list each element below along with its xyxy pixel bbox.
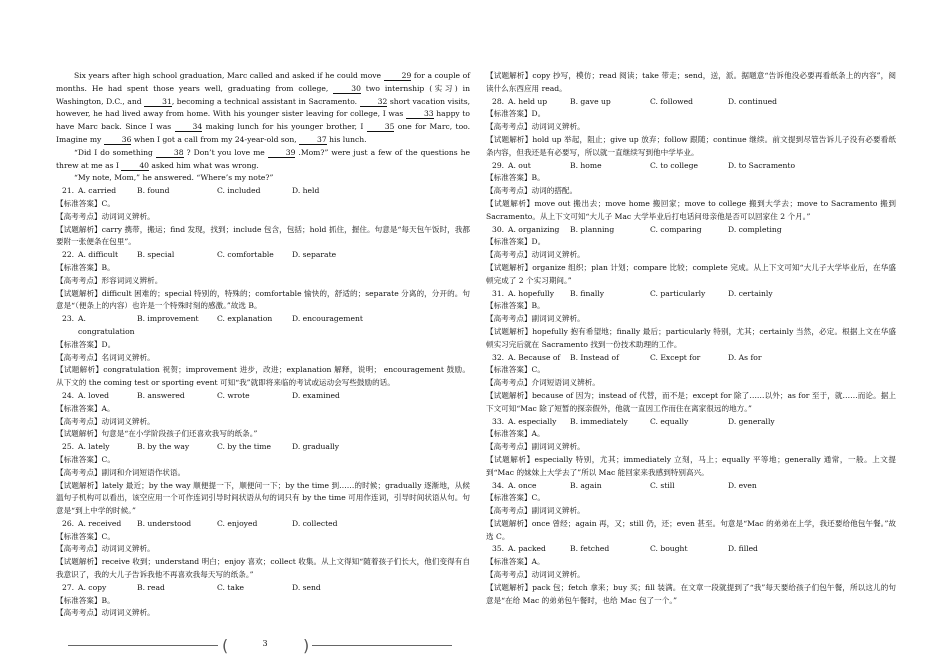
- passage-text: .Mom?” were just a few of the questions he threw at me as I: [56, 147, 470, 170]
- question-analysis: 【试题解析】lately 最近；by the way 顺便提一下，顺便问一下；by the time 到……的时候；gradually 逐渐地，从候温句子机构可以看出，该空应用一个可作连词引导时间状语从句的词只有 by the time 可用作连词，引导时间状语从句。句意是“到上中学的时候。”: [56, 480, 470, 516]
- question-answer: 【标准答案】D。: [486, 237, 546, 247]
- option-d: D. encouragement: [292, 314, 363, 324]
- blank-32: 32: [360, 97, 388, 107]
- question-number: 26.: [62, 518, 75, 528]
- option-a: A. copy: [78, 582, 107, 592]
- left-question-list: [56, 185, 470, 620]
- option-b: B. immediately: [570, 416, 628, 426]
- page-number: 3: [262, 639, 268, 648]
- passage-text: one for Marc, too. Imagine my: [56, 122, 470, 144]
- question-number: 24.: [62, 390, 75, 400]
- question-answer: 【标准答案】A。: [486, 429, 545, 439]
- question-options: [56, 249, 470, 262]
- question-number: 34.: [492, 480, 505, 490]
- option-a: A. hopefully: [508, 288, 554, 298]
- option-b: B. again: [570, 480, 602, 490]
- question-analysis: 【试题解析】because of 因为；instead of 代替，而不是；except for 除了……以外；as for 至于，就……而论。据上下文可知“Mac 除了短暂的探亲假外，他就一直因工作而住在离家很远的地方。”: [486, 390, 896, 413]
- option-d: D. filled: [728, 544, 758, 554]
- question-point: 【高考考点】副词词义辨析。: [486, 442, 585, 452]
- passage-paragraph-1: [56, 70, 470, 147]
- option-d: D. certainly: [728, 288, 773, 298]
- question-number: 30.: [492, 224, 505, 234]
- option-b: B. finally: [570, 288, 605, 298]
- passage-paragraph-3: “My note, Mom,” he answered. “Where’s my note?”: [74, 173, 274, 183]
- passage-text: his lunch.: [326, 134, 367, 144]
- question-analysis: 【试题解析】move out 搬出去；move home 搬回家；move to college 搬到大学去；move to Sacramento 搬到 Sacramento。从上下文可知“大儿子 Mac 大学毕业后打电话问母亲他是否可以回家住 2 个月。”: [486, 198, 896, 221]
- option-c: C. enjoyed: [217, 518, 258, 528]
- option-d: D. gradually: [292, 442, 340, 452]
- question-analysis: 【试题解析】receive 收到；understand 明白；enjoy 喜欢；collect 收集。从上文得知“随着孩子们长大，他们变得有自我意识了，我的大儿子告诉我他不再喜欢我每天写的纸条。”: [56, 557, 470, 580]
- question-number: 33.: [492, 416, 505, 426]
- passage-text: asked him what was wrong.: [149, 160, 259, 170]
- analysis-27: 【试题解析】copy 抄写，模仿；read 阅读；take 带走；send，送，派。据题意“告诉他没必要再看纸条上的内容”，阅读什么东西应用 read。: [486, 71, 896, 93]
- question-answer: 【标准答案】C。: [56, 454, 115, 464]
- question-number: 22.: [62, 250, 75, 260]
- blank-33: 33: [406, 109, 434, 119]
- question-answer: 【标准答案】C。: [486, 493, 545, 503]
- question-options: [486, 416, 896, 429]
- option-d: D. to Sacramento: [728, 160, 796, 170]
- question-answer: 【标准答案】B。: [486, 301, 545, 311]
- option-d: D. continued: [728, 96, 777, 106]
- option-d: D. held: [292, 186, 320, 196]
- right-question-list: [486, 96, 896, 608]
- passage-text: , becoming a technical assistant in Sacramento.: [171, 96, 360, 106]
- question-answer: 【标准答案】C。: [486, 365, 545, 375]
- blank-37: 37: [299, 135, 327, 145]
- question-options: [486, 160, 896, 173]
- question-answer: 【标准答案】B。: [56, 595, 115, 605]
- question-options: [486, 288, 896, 301]
- option-d: D. As for: [728, 352, 762, 362]
- option-b: B. by the way: [137, 442, 190, 452]
- option-b: B. planning: [570, 224, 615, 234]
- question-point: 【高考考点】介词短语词义辨析。: [486, 378, 600, 388]
- question-point: 【高考考点】副词词义辨析。: [486, 314, 585, 324]
- option-a: A. carried: [78, 186, 117, 196]
- option-a: A. held up: [508, 96, 548, 106]
- question-point: 【高考考点】形容词词义辨析。: [56, 275, 163, 285]
- option-d: D. even: [728, 480, 757, 490]
- option-a: A. especially: [508, 416, 557, 426]
- question-number: 28.: [492, 96, 505, 106]
- option-a: A. difficult: [78, 250, 119, 260]
- blank-31: 31: [144, 97, 172, 107]
- question-number: 35.: [492, 544, 505, 554]
- blank-35: 35: [367, 122, 395, 132]
- footer-bracket-right: ): [303, 636, 310, 655]
- option-d: D. generally: [728, 416, 775, 426]
- option-c: C. equally: [650, 416, 689, 426]
- option-c: C. wrote: [217, 390, 250, 400]
- question-point: 【高考考点】动词词义辨析。: [486, 570, 585, 580]
- question-options: [56, 518, 470, 531]
- option-b: B. answered: [137, 390, 185, 400]
- question-analysis: 【试题解析】carry 携带，搬运；find 发现，找到；include 包含，包括；hold 抓住，握住。句意是“每天包午饭时，我都要附一张便条在包里”。: [56, 224, 470, 247]
- question-point: 【高考考点】副词和介词短语作状语。: [56, 467, 186, 477]
- question-analysis: 【试题解析】difficult 困难的；special 特别的，特殊的；comfortable 愉快的，舒适的；separate 分离的，分开的。句意是“（便条上的内容）也许是一个特殊时刻的感激。”故选 B。: [56, 288, 470, 311]
- option-d: D. examined: [292, 390, 340, 400]
- question-answer: 【标准答案】A。: [486, 557, 545, 567]
- option-b: B. found: [137, 186, 170, 196]
- question-number: 25.: [62, 442, 75, 452]
- passage-text: Six years after high school graduation, Marc called and asked if he could move: [74, 71, 384, 80]
- option-b: B. Instead of: [570, 352, 619, 362]
- blank-40: 40: [121, 161, 149, 171]
- option-a: A. organizing: [508, 224, 560, 234]
- option-c: C. bought: [650, 544, 688, 554]
- question-answer: 【标准答案】C。: [56, 198, 115, 208]
- question-point: 【高考考点】动词词义辨析。: [56, 544, 155, 554]
- option-d: D. separate: [292, 250, 337, 260]
- question-answer: 【标准答案】D。: [56, 339, 116, 349]
- option-b: B. improvement: [137, 314, 199, 324]
- option-a: A. received: [78, 518, 122, 528]
- option-a: A. loved: [78, 390, 109, 400]
- question-answer: 【标准答案】B。: [486, 173, 545, 183]
- option-a: A. congratulation: [78, 314, 135, 336]
- option-c: C. by the time: [217, 442, 271, 452]
- question-number: 21.: [62, 186, 75, 196]
- option-c: C. still: [650, 480, 675, 490]
- question-point: 【高考考点】动词词义辨析。: [56, 211, 155, 221]
- question-analysis: 【试题解析】organize 组织；plan 计划；compare 比较；complete 完成。从上下文可知“大儿子大学毕业后，在华盛顿完成了 2 个实习期间。”: [486, 262, 896, 285]
- question-analysis: 【试题解析】句意是“在小学阶段孩子们还喜欢我写的纸条。”: [56, 429, 258, 439]
- question-analysis: 【试题解析】hopefully 抱有希望地；finally 最后；particularly 特别，尤其；certainly 当然，必定。根据上文在华盛顿实习完后就在 Sacramento 找到一份技术助理的工作。: [486, 326, 896, 349]
- option-c: C. included: [217, 186, 261, 196]
- option-c: C. comparing: [650, 224, 702, 234]
- passage-text: for a couple of months. He had spent those years well, graduating from college,: [56, 71, 471, 93]
- question-answer: 【标准答案】D。: [486, 109, 546, 119]
- option-c: C. to college: [650, 160, 698, 170]
- option-d: D. send: [292, 582, 321, 592]
- question-answer: 【标准答案】C。: [56, 531, 115, 541]
- option-b: B. fetched: [570, 544, 610, 554]
- option-a: A. lately: [78, 442, 110, 452]
- option-a: A. Because of: [508, 352, 561, 362]
- option-b: B. special: [137, 250, 175, 260]
- question-number: 32.: [492, 352, 505, 362]
- question-point: 【高考考点】副词词义辨析。: [486, 506, 585, 516]
- blank-39: 39: [268, 148, 296, 158]
- passage-text: happy to have Marc back. Since I was: [56, 109, 471, 132]
- option-b: B. home: [570, 160, 602, 170]
- blank-36: 36: [104, 135, 132, 145]
- option-d: D. collected: [292, 518, 338, 528]
- option-c: C. comfortable: [217, 250, 274, 260]
- option-c: C. take: [217, 582, 245, 592]
- option-d: D. completing: [728, 224, 782, 234]
- question-analysis: 【试题解析】pack 包；fetch 拿来；buy 买；fill 装满。在文章一段就提到了“我”每天要给孩子们包午餐，所以这儿的句意是“在给 Mac 的弟弟包午餐时，也给 Mac 包了一个。”: [486, 582, 896, 605]
- blank-34: 34: [175, 122, 203, 132]
- question-options: [486, 224, 896, 237]
- option-b: B. gave up: [570, 96, 611, 106]
- question-point: 【高考考点】动词词义辨析。: [56, 608, 155, 618]
- question-point: 【高考考点】动词词义辨析。: [486, 250, 585, 260]
- option-b: B. understood: [137, 518, 192, 528]
- blank-29: 29: [384, 71, 412, 81]
- question-point: 【高考考点】名词词义辨析。: [56, 352, 155, 362]
- passage-paragraph-2: [56, 147, 470, 173]
- question-answer: 【标准答案】A。: [56, 403, 115, 413]
- option-c: C. particularly: [650, 288, 706, 298]
- passage-text: when I got a call from my 24-year-old son,: [131, 134, 300, 144]
- question-options: [56, 185, 470, 198]
- question-options: [56, 313, 470, 339]
- right-column: [486, 70, 896, 607]
- question-number: 31.: [492, 288, 505, 298]
- footer-rule-left: [68, 645, 218, 646]
- option-c: C. Except for: [650, 352, 701, 362]
- question-analysis: 【试题解析】especially 特别，尤其；immediately 立刻，马上；equally 平等地；generally 通常，一般。上文提到“Mac 的妹妹上大学去了”所以 Mac 能回家来我感到特别高兴。: [486, 454, 896, 477]
- question-number: 29.: [492, 160, 505, 170]
- question-analysis: 【试题解析】congratulation 祝贺；improvement 进步，改进；explanation 解释，说明； encouragement 鼓励。从下文的 the coming test or sporting event 可知“我”就即将来临的考试或运动会写些鼓励的话。: [56, 365, 470, 388]
- blank-38: 38: [156, 148, 184, 158]
- question-options: [56, 390, 470, 403]
- footer-rule-right: [312, 645, 452, 646]
- passage-text: making lunch for his younger brother, I: [202, 122, 367, 132]
- option-a: A. once: [508, 480, 537, 490]
- question-options: [486, 352, 896, 365]
- page-footer: [0, 636, 950, 656]
- passage-text: ? Don’t you love me: [183, 147, 268, 157]
- question-options: [56, 582, 470, 595]
- option-c: C. explanation: [217, 314, 273, 324]
- option-c: C. followed: [650, 96, 694, 106]
- left-column: [56, 70, 470, 620]
- passage-text: two internship (实习) in Washington, D.C., and: [56, 83, 470, 106]
- question-analysis: 【试题解析】hold up 举起，阻止；give up 放弃；follow 跟随；continue 继续。前文提到尽管告诉儿子没有必要看纸条内容，但我还是有必要写，所以就一直继续写到他中学毕业。: [486, 134, 896, 157]
- question-options: [486, 96, 896, 109]
- question-options: [56, 441, 470, 454]
- question-point: 【高考考点】动词词义辨析。: [56, 416, 155, 426]
- option-a: A. out: [508, 160, 531, 170]
- question-number: 23.: [62, 314, 75, 324]
- question-options: [486, 480, 896, 493]
- question-answer: 【标准答案】B。: [56, 262, 115, 272]
- question-options: [486, 543, 896, 556]
- passage-text: “Did I do something: [74, 147, 156, 157]
- blank-30: 30: [333, 84, 361, 94]
- passage-text: short vacation visits, however, he had lived away from home. With his younger sister leaving for college, I was: [56, 96, 471, 119]
- question-point: 【高考考点】动词的搭配。: [486, 186, 578, 196]
- question-point: 【高考考点】动词词义辨析。: [486, 122, 585, 132]
- option-b: B. read: [137, 582, 165, 592]
- question-number: 27.: [62, 582, 75, 592]
- footer-bracket-left: (: [222, 636, 229, 655]
- question-analysis: 【试题解析】once 曾经；again 再，又；still 仍，还；even 甚至。句意是“Mac 的弟弟在上学，我还要给他包午餐。”故选 C。: [486, 518, 896, 541]
- option-a: A. packed: [508, 544, 546, 554]
